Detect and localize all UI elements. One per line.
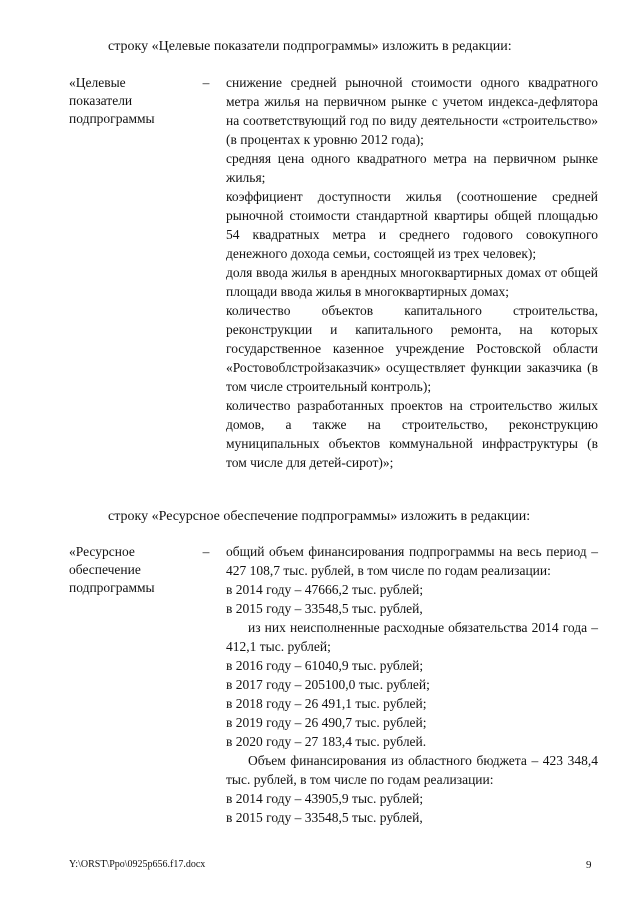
targets-label-line: «Целевые [69,75,126,90]
resources-label-line: подпрограммы [69,580,155,595]
target-item: коэффициент доступности жилья (соотношение средней рыночной стоимости стандартной квартиры общей площадью 54 квадратных метра и среднего годового совокупного денежного дохода семьи, состоящей из трех человек); [226,189,598,261]
target-item: снижение средней рыночной стоимости одного квадратного метра жилья на первичном рынке с учетом индекса-дефлятора на соответствующий год по виду деятельности «строительство» (в процентах к уровню 2012 года); [226,75,598,147]
targets-dash: – [202,75,210,90]
year-line: в 2015 году – 33548,5 тыс. рублей, [226,601,423,616]
year-line: в 2015 году – 33548,5 тыс. рублей, [226,810,423,825]
year-line: в 2019 году – 26 490,7 тыс. рублей; [226,715,427,730]
resources-unfulfilled: из них неисполненные расходные обязательства 2014 года – 412,1 тыс. рублей; [226,620,598,654]
page-number: 9 [586,859,592,871]
resources-total: общий объем финансирования подпрограммы на весь период – 427 108,7 тыс. рублей, в том числе по годам реализации: [226,544,598,578]
resources-dash: – [202,544,210,559]
year-line: в 2014 году – 47666,2 тыс. рублей; [226,582,424,597]
year-line: в 2018 году – 26 491,1 тыс. рублей; [226,696,427,711]
target-item: количество разработанных проектов на строительство жилых домов, а также на строительство, реконструкцию муниципальных объектов коммунальной инфраструктуры (в том числе для детей-сирот)»; [226,398,598,470]
resources-content [226,542,598,827]
year-line: в 2014 году – 43905,9 тыс. рублей; [226,791,424,806]
resources-label-line: «Ресурсное [69,544,135,559]
year-line: в 2016 году – 61040,9 тыс. рублей; [226,658,424,673]
targets-label-line: показатели [69,93,133,108]
target-item: доля ввода жилья в арендных многоквартирных домах от общей площади ввода жилья в многоквартирных домах; [226,265,598,299]
targets-content [226,73,598,472]
targets-label-line: подпрограммы [69,111,155,126]
intro-targets: строку «Целевые показатели подпрограммы» изложить в редакции: [108,39,512,54]
resources-regional: Объем финансирования из областного бюджета – 423 348,4 тыс. рублей, в том числе по годам реализации: [226,753,598,787]
year-line: в 2017 году – 205100,0 тыс. рублей; [226,677,430,692]
target-item: средняя цена одного квадратного метра на первичном рынке жилья; [226,151,598,185]
resources-label [69,543,189,597]
intro-resources: строку «Ресурсное обеспечение подпрограммы» изложить в редакции: [108,509,531,524]
targets-label [69,74,189,128]
year-line: в 2020 году – 27 183,4 тыс. рублей. [226,734,427,749]
target-item: количество объектов капитального строительства, реконструкции и капитального ремонта, на которых государственное казенное учреждение Ростовской области «Ростовоблстройзаказчик» осуществляет функции заказчика (в том числе строительный контроль); [226,303,598,394]
resources-label-line: обеспечение [69,562,141,577]
footer-file-path: Y:\ORST\Ppo\0925p656.f17.docx [69,859,206,870]
